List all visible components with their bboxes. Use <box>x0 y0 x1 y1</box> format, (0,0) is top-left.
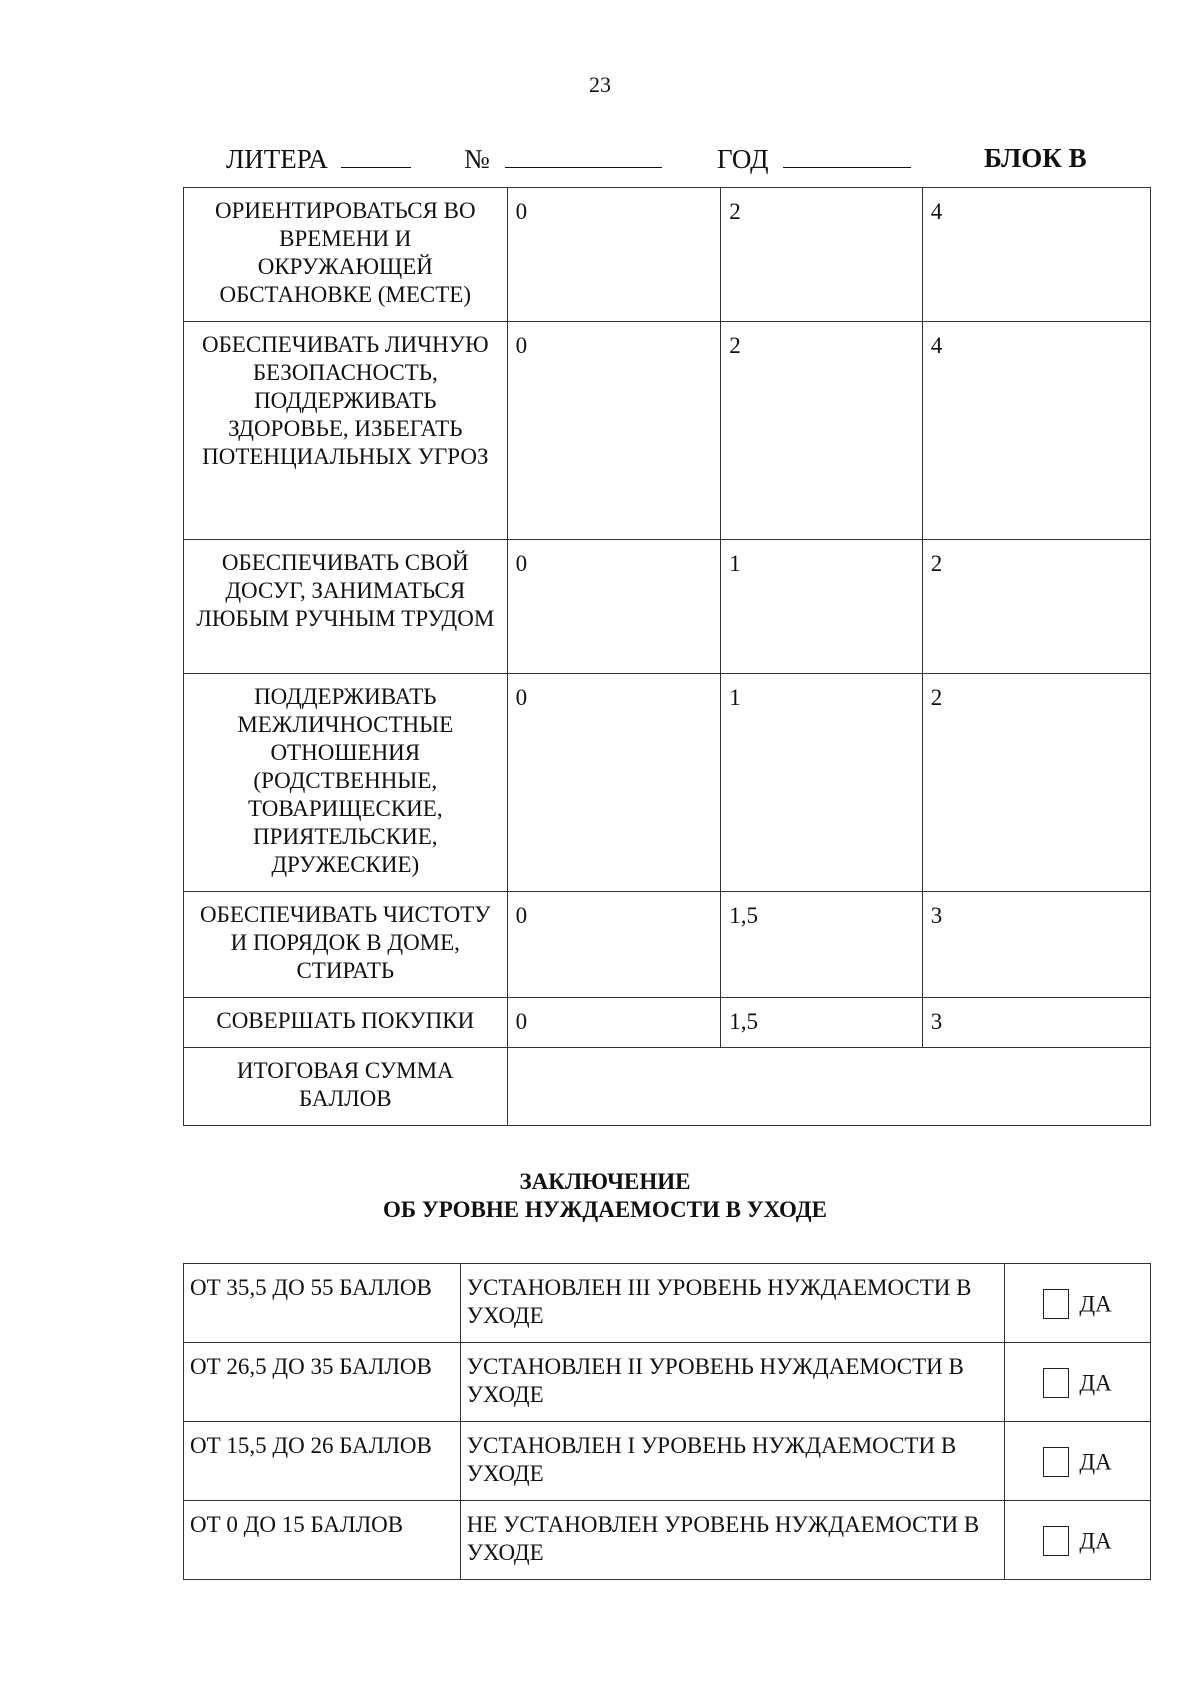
criteria-row <box>184 892 1151 998</box>
score-cell[interactable]: 1,5 <box>721 892 922 998</box>
score-cell[interactable]: 0 <box>507 188 721 322</box>
score-cell[interactable]: 0 <box>507 540 721 674</box>
conclusion-title <box>0 1168 1200 1224</box>
litera-field <box>226 143 411 175</box>
criteria-label: ОРИЕНТИРОВАТЬСЯ ВО ВРЕМЕНИ И ОКРУЖАЮЩЕЙ ОБСТАНОВКЕ (МЕСТЕ) <box>184 188 508 322</box>
score-cell[interactable]: 3 <box>922 892 1150 998</box>
conclusion-row <box>184 1264 1151 1343</box>
conclusion-title-line1: ЗАКЛЮЧЕНИЕ <box>519 1169 691 1194</box>
criteria-row <box>184 188 1151 322</box>
score-cell[interactable]: 0 <box>507 892 721 998</box>
yes-label: ДА <box>1079 1291 1112 1317</box>
score-cell[interactable]: 0 <box>507 674 721 892</box>
criteria-row <box>184 540 1151 674</box>
criteria-row <box>184 322 1151 540</box>
care-level-result: УСТАНОВЛЕН II УРОВЕНЬ НУЖДАЕМОСТИ В УХОДЕ <box>460 1343 1004 1422</box>
page-number: 23 <box>589 72 611 97</box>
criteria-row <box>184 998 1151 1048</box>
conclusion-row <box>184 1501 1151 1580</box>
criteria-label: СОВЕРШАТЬ ПОКУПКИ <box>184 998 508 1048</box>
yes-option <box>1005 1422 1151 1501</box>
criteria-label: ОБЕСПЕЧИВАТЬ ЧИСТОТУ И ПОРЯДОК В ДОМЕ, СТИРАТЬ <box>184 892 508 998</box>
score-cell[interactable]: 4 <box>922 322 1150 540</box>
care-level-result: УСТАНОВЛЕН I УРОВЕНЬ НУЖДАЕМОСТИ В УХОДЕ <box>460 1422 1004 1501</box>
care-level-result: НЕ УСТАНОВЛЕН УРОВЕНЬ НУЖДАЕМОСТИ В УХОДЕ <box>460 1501 1004 1580</box>
criteria-label: ПОДДЕРЖИВАТЬ МЕЖЛИЧНОСТНЫЕ ОТНОШЕНИЯ (РОДСТВЕННЫЕ, ТОВАРИЩЕСКИЕ, ПРИЯТЕЛЬСКИЕ, ДРУЖЕСКИЕ) <box>184 674 508 892</box>
score-cell[interactable]: 4 <box>922 188 1150 322</box>
year-blank[interactable] <box>783 143 911 168</box>
total-value-cell[interactable] <box>507 1048 1150 1126</box>
block-title: БЛОК В <box>984 143 1087 173</box>
criteria-row <box>184 674 1151 892</box>
score-cell[interactable]: 0 <box>507 998 721 1048</box>
score-cell[interactable]: 2 <box>922 674 1150 892</box>
score-range: ОТ 35,5 ДО 55 БАЛЛОВ <box>184 1264 461 1343</box>
score-cell[interactable]: 2 <box>721 322 922 540</box>
conclusion-table <box>183 1263 1151 1580</box>
form-header <box>182 143 1152 179</box>
score-range: ОТ 0 ДО 15 БАЛЛОВ <box>184 1501 461 1580</box>
conclusion-row <box>184 1343 1151 1422</box>
criteria-label: ОБЕСПЕЧИВАТЬ СВОЙ ДОСУГ, ЗАНИМАТЬСЯ ЛЮБЫМ РУЧНЫМ ТРУДОМ <box>184 540 508 674</box>
score-cell[interactable]: 3 <box>922 998 1150 1048</box>
year-field <box>717 143 911 175</box>
number-blank[interactable] <box>505 143 662 168</box>
score-cell[interactable]: 2 <box>922 540 1150 674</box>
yes-label: ДА <box>1079 1528 1112 1554</box>
number-label: № <box>464 144 490 174</box>
yes-option <box>1005 1343 1151 1422</box>
conclusion-row <box>184 1422 1151 1501</box>
checkbox[interactable] <box>1043 1447 1069 1477</box>
score-range: ОТ 26,5 ДО 35 БАЛЛОВ <box>184 1343 461 1422</box>
total-label: ИТОГОВАЯ СУММА БАЛЛОВ <box>184 1048 508 1126</box>
score-cell[interactable]: 2 <box>721 188 922 322</box>
checkbox[interactable] <box>1043 1368 1069 1398</box>
score-cell[interactable]: 1 <box>721 674 922 892</box>
criteria-table <box>183 187 1151 1126</box>
score-cell[interactable]: 0 <box>507 322 721 540</box>
litera-blank[interactable] <box>341 143 411 168</box>
criteria-label: ОБЕСПЕЧИВАТЬ ЛИЧНУЮ БЕЗОПАСНОСТЬ, ПОДДЕРЖИВАТЬ ЗДОРОВЬЕ, ИЗБЕГАТЬ ПОТЕНЦИАЛЬНЫХ УГРОЗ <box>184 322 508 540</box>
yes-option <box>1005 1501 1151 1580</box>
total-row <box>184 1048 1151 1126</box>
score-cell[interactable]: 1,5 <box>721 998 922 1048</box>
care-level-result: УСТАНОВЛЕН III УРОВЕНЬ НУЖДАЕМОСТИ В УХОДЕ <box>460 1264 1004 1343</box>
number-field <box>464 143 662 175</box>
score-cell[interactable]: 1 <box>721 540 922 674</box>
checkbox[interactable] <box>1043 1289 1069 1319</box>
checkbox[interactable] <box>1043 1526 1069 1556</box>
litera-label: ЛИТЕРА <box>226 144 328 174</box>
conclusion-title-line2: ОБ УРОВНЕ НУЖДАЕМОСТИ В УХОДЕ <box>383 1197 827 1222</box>
score-range: ОТ 15,5 ДО 26 БАЛЛОВ <box>184 1422 461 1501</box>
year-label: ГОД <box>717 144 769 174</box>
yes-label: ДА <box>1079 1370 1112 1396</box>
yes-option <box>1005 1264 1151 1343</box>
yes-label: ДА <box>1079 1449 1112 1475</box>
